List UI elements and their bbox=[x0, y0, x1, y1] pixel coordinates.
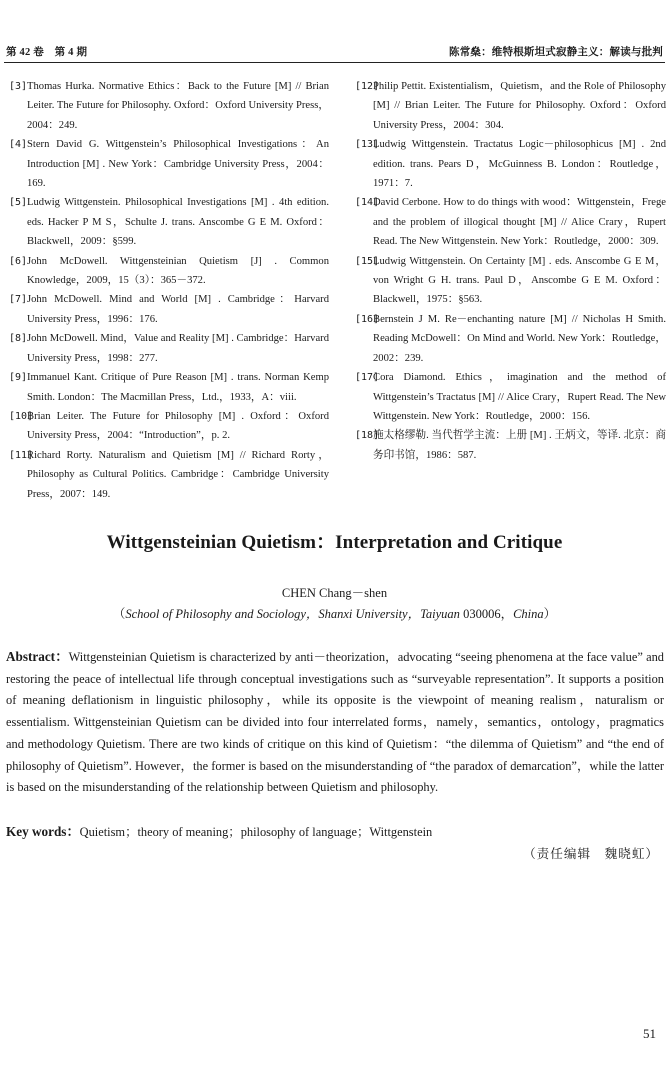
keywords-line bbox=[6, 821, 664, 840]
reference-number: [13] bbox=[355, 139, 380, 151]
reference-item bbox=[355, 77, 666, 135]
affiliation-postcode: 030006， bbox=[459, 607, 514, 621]
abstract-text: Wittgensteinian Quietism is characterized by anti－theorization，advocating “seeing phenomena at the face value” and restoring the peace of intellectual life through conceptual investigations such as “surveyable representation”. It supports a position of meaning deflationism in linguistic philosophy，while its opposite is the viewpoint of meaning realism，naturalism or essentialism. Wittgensteinian Quietism can be divided into four interrelated forms，namely，semantics，ontology，pragmatics and methodology Quietism. There are two kinds of critique on this kind of Quietism：“the dilemma of Quietism” and “the end of philosophy of Quietism”. However，the former is based on the misunderstanding of “the paradox of demarcation”，while the latter is based on the misunderstanding of the relationship between Quietism and philosophy. bbox=[6, 650, 664, 795]
keywords-text: Quietism；theory of meaning；philosophy of language；Wittgenstein bbox=[79, 825, 433, 839]
reference-item bbox=[9, 329, 329, 368]
reference-text: Cora Diamond. Ethics，imagination and the method of Wittgenstein’s Tractatus [M] // Alice Crary，Rupert Read. The New Wittgenstein. New York：Routledge，2000：156. bbox=[373, 372, 666, 422]
journal-issue: 第 42 卷 第 4 期 bbox=[6, 47, 88, 58]
running-header bbox=[6, 44, 663, 59]
reference-item bbox=[355, 135, 666, 193]
author-name: CHEN Chang－shen bbox=[281, 586, 388, 600]
reference-text: John McDowell. Mind，Value and Reality [M] . Cambridge：Harvard University Press，1998：277. bbox=[27, 333, 329, 364]
reference-item bbox=[9, 407, 329, 446]
reference-text: John McDowell. Mind and World [M] . Cambridge：Harvard University Press，1996：176. bbox=[27, 294, 329, 325]
reference-item bbox=[355, 426, 666, 465]
reference-text: Ludwig Wittgenstein. On Certainty [M] . eds. Anscombe G E M，von Wright G H. trans. Paul D，Anscombe G E M. Oxford：Blackwell，1975：§563. bbox=[373, 255, 666, 306]
abstract-paragraph bbox=[6, 646, 664, 799]
header-rule bbox=[4, 62, 665, 63]
references-right-column bbox=[355, 77, 666, 465]
reference-number: [6] bbox=[9, 255, 28, 267]
reference-item bbox=[9, 135, 329, 193]
reference-number: [18] bbox=[355, 430, 380, 442]
responsible-editor-note: （责任编辑 魏晓虹） bbox=[523, 846, 659, 861]
author-affiliation bbox=[0, 604, 669, 622]
reference-number: [9] bbox=[9, 372, 28, 384]
reference-item bbox=[9, 446, 329, 504]
reference-item bbox=[9, 77, 329, 135]
reference-item bbox=[9, 193, 329, 251]
reference-number: [16] bbox=[355, 313, 380, 325]
reference-number: [4] bbox=[9, 139, 28, 151]
reference-number: [15] bbox=[355, 255, 380, 267]
reference-item bbox=[9, 252, 329, 291]
reference-item bbox=[355, 310, 666, 368]
reference-text: Bernstein J M. Re－enchanting nature [M] // Nicholas H Smith. Reading McDowell：On Mind and World. New York：Routledge，2002：239. bbox=[373, 313, 666, 364]
reference-text: Ludwig Wittgenstein. Philosophical Investigations [M] . 4th edition. eds. Hacker P M S，Schulte J. trans. Anscombe G E M. Oxford：Blackwell，2009：§599. bbox=[27, 197, 329, 248]
reference-item bbox=[9, 368, 329, 407]
affiliation-country: China bbox=[513, 607, 544, 621]
references-left-column bbox=[9, 77, 329, 504]
keywords-label: Key words： bbox=[6, 824, 80, 839]
reference-item bbox=[355, 368, 666, 426]
reference-item bbox=[355, 193, 666, 251]
reference-text: Thomas Hurka. Normative Ethics：Back to the Future [M] // Brian Leiter. The Future for Philosophy. Oxford：Oxford University Press，2004：249. bbox=[27, 81, 329, 131]
affiliation-close-paren: ） bbox=[543, 607, 557, 621]
reference-text: Brian Leiter. The Future for Philosophy [M] . Oxford：Oxford University Press，2004：“Introduction”，p. 2. bbox=[27, 410, 329, 442]
reference-text: Stern David G. Wittgenstein’s Philosophical Investigations：An Introduction [M] . New York：Cambridge University Press，2004：169. bbox=[27, 139, 329, 190]
reference-number: [3] bbox=[9, 81, 28, 92]
reference-text: David Cerbone. How to do things with wood：Wittgenstein，Frege and the problem of illogical thought [M] // Alice Crary，Rupert Read. The New Wittgenstein. New York：Routledge，2000：309. bbox=[373, 197, 666, 248]
reference-number: [12] bbox=[355, 81, 380, 92]
affiliation-open-paren: （ bbox=[112, 607, 126, 621]
reference-number: [10] bbox=[9, 410, 34, 422]
reference-text: Immanuel Kant. Critique of Pure Reason [M] . trans. Norman Kemp Smith. London：The Macmillan Press，Ltd.，1933，A：viii. bbox=[27, 372, 329, 403]
running-title: 陈常燊：维特根斯坦式寂静主义：解读与批判 bbox=[449, 47, 663, 58]
affiliation-name: School of Philosophy and Sociology，Shanxi University，Taiyuan bbox=[125, 607, 460, 621]
reference-number: [5] bbox=[9, 197, 28, 209]
reference-number: [14] bbox=[355, 197, 380, 209]
reference-number: [11] bbox=[9, 449, 34, 461]
reference-text: Richard Rorty. Naturalism and Quietism [M] // Richard Rorty，Philosophy as Cultural Politics. Cambridge：Cambridge University Press，2007：149. bbox=[27, 449, 329, 500]
reference-number: [7] bbox=[9, 294, 28, 306]
abstract-label: Abstract： bbox=[6, 649, 69, 664]
reference-text: John McDowell. Wittgensteinian Quietism [J] . Common Knowledge，2009，15（3）：365－372. bbox=[27, 255, 329, 287]
reference-number: [17] bbox=[355, 372, 380, 384]
reference-text: Philip Pettit. Existentialism，Quietism，and the Role of Philosophy [M] // Brian Leiter. The Future for Philosophy. Oxford：Oxford University Press，2004：304. bbox=[373, 81, 666, 131]
reference-item bbox=[9, 290, 329, 329]
reference-number: [8] bbox=[9, 333, 28, 345]
page-number: 51 bbox=[643, 1026, 656, 1041]
reference-text: Ludwig Wittgenstein. Tractatus Logic－philosophicus [M] . 2nd edition. trans. Pears D，McGuinness B. London：Routledge，1971：7. bbox=[373, 139, 666, 190]
english-title: Wittgensteinian Quietism：Interpretation and Critique bbox=[106, 532, 563, 553]
reference-text: 施太格缪勒. 当代哲学主流：上册 [M] . 王炳文，等译. 北京：商务印书馆，1986：587. bbox=[373, 430, 666, 461]
reference-item bbox=[355, 252, 666, 310]
